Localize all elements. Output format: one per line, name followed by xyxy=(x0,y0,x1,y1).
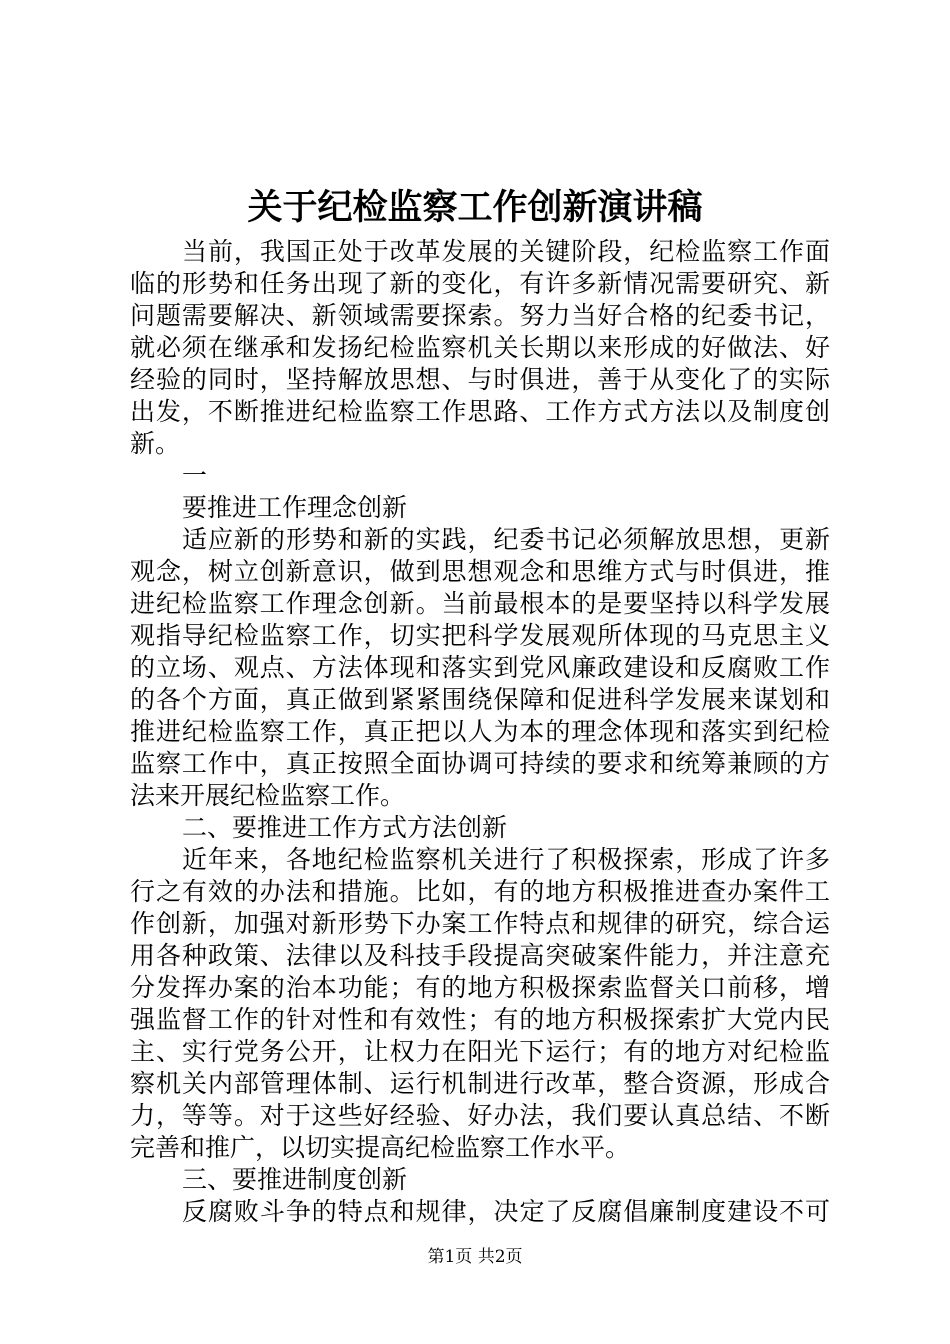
text-line: 完善和推广，以切实提高纪检监察工作水平。 xyxy=(130,1133,631,1162)
text-line: 经验的同时，坚持解放思想、与时俱进，善于从变化了的实际 xyxy=(130,365,830,394)
text-line: 的各个方面，真正做到紧紧围绕保障和促进科学发展来谋划和 xyxy=(130,685,830,714)
text-line: 二、要推进工作方式方法创新 xyxy=(182,813,508,842)
page-footer: 第1页 共2页 xyxy=(427,1247,523,1267)
text-line: 的立场、观点、方法体现和落实到党风廉政建设和反腐败工作 xyxy=(130,653,830,682)
text-line: 适应新的形势和新的实践，纪委书记必须解放思想，更新 xyxy=(182,525,830,554)
text-line: 一 xyxy=(182,461,208,490)
text-line: 当前，我国正处于改革发展的关键阶段，纪检监察工作面 xyxy=(182,237,830,266)
text-line: 主、实行党务公开，让权力在阳光下运行；有的地方对纪检监 xyxy=(130,1037,830,1066)
text-line: 新。 xyxy=(130,429,181,458)
text-line: 临的形势和任务出现了新的变化，有许多新情况需要研究、新 xyxy=(130,269,830,298)
text-line: 出发，不断推进纪检监察工作思路、工作方式方法以及制度创 xyxy=(130,397,830,426)
text-line: 分发挥办案的治本功能；有的地方积极探索监督关口前移，增 xyxy=(130,973,830,1002)
text-line: 反腐败斗争的特点和规律，决定了反腐倡廉制度建设不可 xyxy=(182,1197,830,1226)
text-line: 近年来，各地纪检监察机关进行了积极探索，形成了许多 xyxy=(182,845,830,874)
text-line: 察机关内部管理体制、运行机制进行改革，整合资源，形成合 xyxy=(130,1069,830,1098)
text-line: 观指导纪检监察工作，切实把科学发展观所体现的马克思主义 xyxy=(130,621,830,650)
text-line: 问题需要解决、新领域需要探索。努力当好合格的纪委书记， xyxy=(130,301,830,330)
document-title: 关于纪检监察工作创新演讲稿 xyxy=(247,187,703,228)
text-line: 力，等等。对于这些好经验、好办法，我们要认真总结、不断 xyxy=(130,1101,830,1130)
text-line: 进纪检监察工作理念创新。当前最根本的是要坚持以科学发展 xyxy=(130,589,830,618)
document-body xyxy=(130,236,830,1228)
text-line: 要推进工作理念创新 xyxy=(182,493,408,522)
text-line: 强监督工作的针对性和有效性；有的地方积极探索扩大党内民 xyxy=(130,1005,830,1034)
text-line: 就必须在继承和发扬纪检监察机关长期以来形成的好做法、好 xyxy=(130,333,830,362)
text-line: 观念，树立创新意识，做到思想观念和思维方式与时俱进，推 xyxy=(130,557,830,586)
text-line: 推进纪检监察工作，真正把以人为本的理念体现和落实到纪检 xyxy=(130,717,830,746)
text-line: 三、要推进制度创新 xyxy=(182,1165,408,1194)
text-line: 作创新，加强对新形势下办案工作特点和规律的研究，综合运 xyxy=(130,909,830,938)
text-line: 用各种政策、法律以及科技手段提高突破案件能力，并注意充 xyxy=(130,941,830,970)
text-line: 行之有效的办法和措施。比如，有的地方积极推进查办案件工 xyxy=(130,877,830,906)
text-line: 监察工作中，真正按照全面协调可持续的要求和统筹兼顾的方 xyxy=(130,749,830,778)
text-line: 法来开展纪检监察工作。 xyxy=(130,781,406,810)
